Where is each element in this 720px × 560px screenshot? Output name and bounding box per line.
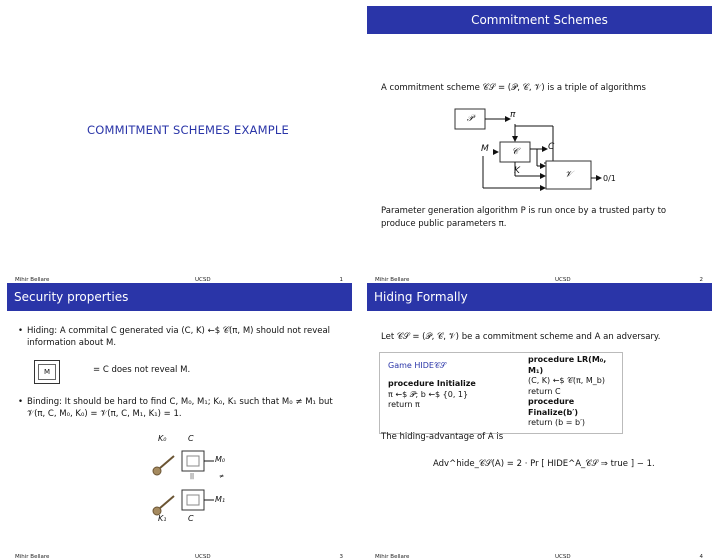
game-box [379, 352, 623, 434]
footer-author: Mihir Bellare [375, 554, 410, 560]
slide-4-header: Hiding Formally [367, 283, 712, 311]
footer-page: 3 [339, 554, 343, 560]
adv-text: The hiding-advantage of A is [381, 432, 504, 442]
slide-4-intro: Let 𝒞𝒮 = (𝒫, 𝒞, 𝒱) be a commitment scheme and A an adversary. [381, 332, 661, 342]
commitment-diagram [367, 106, 712, 216]
slide-2-header: Commitment Schemes [367, 6, 712, 34]
slide-2 [367, 6, 712, 283]
lr-line-1: (C, K) ←$ 𝒞(π, M_b) [528, 376, 605, 385]
pi-label: π [510, 110, 516, 120]
initialize-head: procedure Initialize [388, 379, 476, 388]
c-output-label: C [548, 142, 555, 152]
key-icon-top [153, 456, 174, 475]
not-equal-mark: ≠ [219, 473, 225, 480]
finalize-line-1: return (b = b′) [528, 418, 586, 427]
initialize-procedure [388, 379, 476, 411]
slide-3-header: Security properties [7, 283, 352, 311]
box-note: = C does not reveal M. [93, 365, 191, 375]
algo-p-label: 𝒫 [466, 114, 474, 124]
k-label: K [514, 166, 520, 176]
footer-author: Mihir Bellare [15, 554, 50, 560]
bullet-hiding: • Hiding: A commital C generated via (C, K) ←$ 𝒞(π, M) should not reveal information about M. [18, 326, 331, 348]
footer-author: Mihir Bellare [15, 277, 50, 283]
algo-c-label: 𝒞 [511, 147, 519, 157]
k0-label: K₀ [158, 434, 167, 443]
footer-page: 4 [699, 554, 703, 560]
c-bottom-label: C [188, 514, 194, 523]
footer-institution: UCSD [555, 277, 571, 283]
footer-institution: UCSD [195, 554, 211, 560]
slide-1 [7, 6, 352, 283]
finalize-procedure [528, 397, 622, 429]
footer-institution: UCSD [555, 554, 571, 560]
hiding-text: Hiding: A commital C generated via (C, K) ←$ 𝒞(π, M) should not reveal information about M. [27, 326, 331, 348]
m1-label: M₁ [215, 495, 226, 504]
lr-head: procedure LR(M₀, M₁) [528, 355, 607, 375]
slide-4 [367, 283, 712, 560]
c-top-label: C [188, 434, 194, 443]
bullet-binding: • Binding: It should be hard to find C, M₀, M₁; K₀, K₁ such that M₀ ≠ M₁ but 𝒱(π, C, M₀, K₀) = 𝒱(π, C, M₁, K₁) = 1. [18, 397, 333, 419]
slide-2-note: Parameter generation algorithm P is run once by a trusted party to produce public parameters π. [381, 206, 667, 229]
footer-author: Mihir Bellare [375, 277, 410, 283]
lr-procedure [528, 355, 622, 397]
m-label: M [481, 144, 489, 154]
adv-formula: Adv^hide_𝒞𝒮(A) = 2 · Pr [ HIDE^A_𝒞𝒮 ⇒ true ] − 1. [433, 459, 655, 469]
slide-2-intro: A commitment scheme 𝒞𝒮 = (𝒫, 𝒞, 𝒱) is a triple of algorithms [381, 83, 646, 93]
game-name: Game HIDE𝒞𝒮 [388, 361, 446, 370]
footer-institution: UCSD [195, 277, 211, 283]
m0-label: M₀ [215, 455, 226, 464]
envelope-box [34, 360, 60, 384]
slide-3 [7, 283, 352, 560]
envelope-label: M [38, 364, 56, 380]
initialize-line-1: π ←$ 𝒫; b ←$ {0, 1} [388, 389, 469, 399]
algo-v-label: 𝒱 [564, 170, 573, 180]
footer-page: 1 [339, 277, 343, 283]
k1-label: K₁ [158, 514, 167, 523]
finalize-head: procedure Finalize(b′) [528, 397, 579, 417]
key-icon-bottom [153, 496, 174, 515]
lr-line-2: return C [528, 386, 561, 396]
binding-text: Binding: It should be hard to find C, M₀, M₁; K₀, K₁ such that M₀ ≠ M₁ but 𝒱(π, C, M₀, K₀) = 𝒱(π, C, M₁, K₁) = 1. [27, 397, 333, 419]
slide-1-title: COMMITMENT SCHEMES EXAMPLE [87, 123, 289, 137]
equal-mark: || [190, 473, 195, 480]
output-label: 0/1 [603, 174, 616, 183]
initialize-line-2: return π [388, 400, 420, 409]
footer-page: 2 [699, 277, 703, 283]
